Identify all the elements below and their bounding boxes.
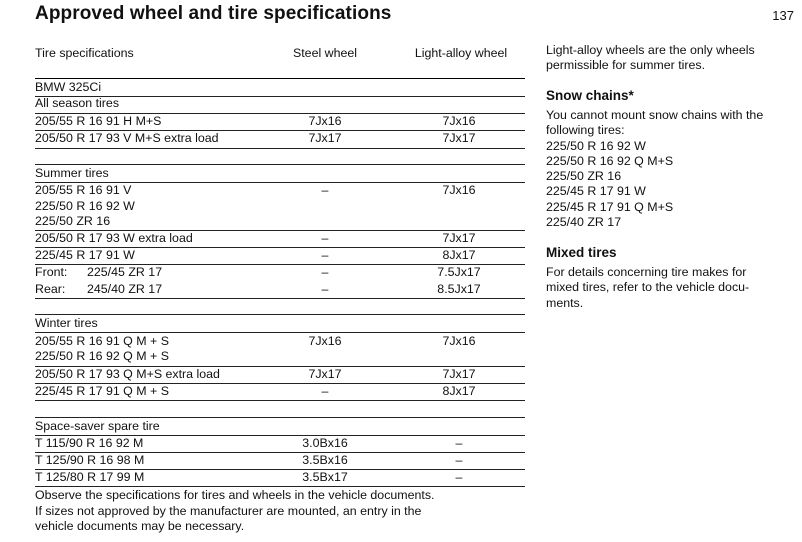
tire-spec: 205/55 R 16 91 H M+S [35, 114, 162, 128]
mixed-line: mixed tires, refer to the vehicle docu- [546, 280, 750, 295]
intro-line: Light-alloy wheels are the only wheels [546, 43, 755, 57]
snow-tire-item: 225/45 R 17 91 Q M+S [546, 199, 674, 214]
snow-tire-item: 225/50 R 16 92 W [546, 138, 646, 153]
axle-label: Rear: [35, 282, 66, 296]
alloy-wheel-value: 7Jx17 [442, 367, 476, 381]
section-summer: Summer tires [35, 166, 109, 180]
alloy-wheel-value: 8Jx17 [442, 248, 476, 262]
note-line: If sizes not approved by the manufacturer are mounted, an entry in the [35, 503, 422, 518]
tire-spec: T 125/80 R 17 99 M [35, 470, 145, 484]
steel-wheel-value: 7Jx17 [308, 367, 342, 381]
tire-spec: T 115/90 R 16 92 M [35, 436, 144, 450]
divider [35, 148, 525, 149]
tire-spec: 225/45 R 17 91 Q M + S [35, 384, 169, 398]
alloy-wheel-value: 7Jx16 [442, 114, 476, 128]
steel-wheel-value: – [321, 248, 329, 262]
tire-spec: 225/50 R 16 92 Q M + S [35, 349, 169, 363]
tire-spec: 225/50 R 16 92 W [35, 199, 135, 213]
divider [35, 486, 525, 487]
section-spare: Space-saver spare tire [35, 419, 160, 433]
divider [35, 314, 525, 315]
snow-tire-item: 225/40 ZR 17 [546, 215, 622, 230]
divider [35, 78, 525, 79]
tire-spec: T 125/90 R 16 98 M [35, 453, 145, 467]
tire-spec: 205/55 R 16 91 Q M + S [35, 334, 169, 348]
steel-wheel-value: – [321, 282, 329, 296]
header-light-alloy-wheel: Light-alloy wheel [414, 46, 508, 60]
alloy-wheel-value: 7Jx16 [442, 183, 476, 197]
alloy-wheel-value: – [455, 453, 463, 467]
steel-wheel-value: – [321, 183, 329, 197]
steel-wheel-value: 3.0Bx16 [302, 436, 348, 450]
tire-spec: 205/50 R 17 93 W extra load [35, 231, 193, 245]
divider [35, 400, 525, 401]
steel-wheel-value: 7Jx16 [308, 114, 342, 128]
tire-spec: 205/55 R 16 91 V [35, 183, 132, 197]
tire-spec: 225/50 ZR 16 [35, 214, 111, 228]
steel-wheel-value: 3.5Bx16 [302, 453, 348, 467]
snow-tire-item: 225/50 R 16 92 Q M+S [546, 153, 674, 168]
mixed-line: For details concerning tire makes for [546, 265, 747, 279]
alloy-wheel-value: 7Jx16 [442, 334, 476, 348]
alloy-wheel-value: 8Jx17 [442, 384, 476, 398]
alloy-wheel-value: – [455, 436, 463, 450]
steel-wheel-value: – [321, 231, 329, 245]
divider [35, 298, 525, 299]
tire-spec: 225/45 ZR 17 [87, 265, 163, 279]
tire-spec: 205/50 R 17 93 Q M+S extra load [35, 367, 220, 381]
tire-spec: 245/40 ZR 17 [87, 282, 163, 296]
table-note [35, 488, 525, 535]
tire-spec: 225/45 R 17 91 W [35, 248, 135, 262]
section-winter: Winter tires [35, 316, 98, 330]
alloy-intro [546, 43, 796, 74]
steel-wheel-value: – [321, 384, 329, 398]
steel-wheel-value: 3.5Bx17 [302, 470, 348, 484]
tire-spec: 205/50 R 17 93 V M+S extra load [35, 131, 219, 145]
alloy-wheel-value: 8.5Jx17 [437, 282, 481, 296]
steel-wheel-value: – [321, 265, 329, 279]
mixed-line: ments. [546, 295, 584, 310]
page-title: Approved wheel and tire specifications [35, 3, 392, 24]
page-number: 137 [772, 8, 794, 23]
header-steel-wheel: Steel wheel [292, 46, 358, 60]
intro-line: permissible for summer tires. [546, 58, 706, 73]
snow-tire-item: 225/45 R 17 91 W [546, 184, 646, 199]
snow-chains-heading: Snow chains* [546, 88, 634, 103]
alloy-wheel-value: 7.5Jx17 [437, 265, 481, 279]
alloy-wheel-value: 7Jx17 [442, 131, 476, 145]
steel-wheel-value: 7Jx17 [308, 131, 342, 145]
header-tire-specifications: Tire specifications [35, 46, 134, 60]
snow-line: You cannot mount snow chains with the [546, 108, 764, 122]
steel-wheel-value: 7Jx16 [308, 334, 342, 348]
note-line: Observe the specifications for tires and wheels in the vehicle documents. [35, 488, 435, 502]
snow-chains-section [546, 88, 796, 230]
mixed-tires-heading: Mixed tires [546, 245, 617, 260]
alloy-wheel-value: – [455, 470, 463, 484]
mixed-tires-section [546, 245, 796, 311]
alloy-wheel-value: 7Jx17 [442, 231, 476, 245]
note-line: vehicle documents may be necessary. [35, 519, 245, 533]
snow-tire-item: 225/50 ZR 16 [546, 169, 622, 184]
snow-line: following tires: [546, 123, 625, 138]
section-all-season: All season tires [35, 96, 120, 110]
axle-label: Front: [35, 265, 68, 279]
model-label: BMW 325Ci [35, 80, 102, 94]
